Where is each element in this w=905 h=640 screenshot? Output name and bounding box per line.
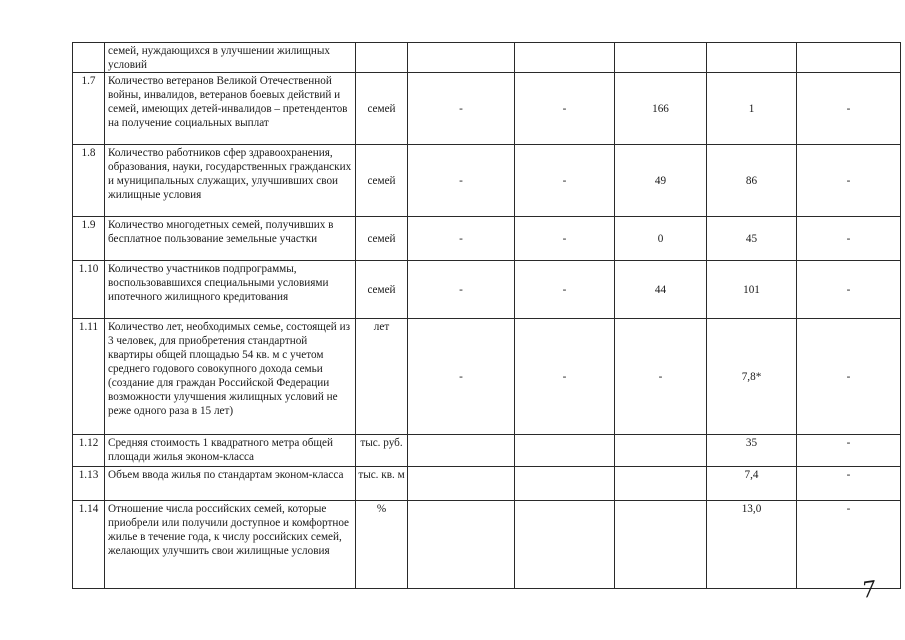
row-unit: тыс. кв. м [356, 467, 408, 501]
table-row [73, 435, 901, 467]
value-cell [515, 501, 615, 589]
value-cell [615, 435, 707, 467]
row-name: семей, нуждающихся в улучшении жилищных условий [105, 43, 356, 73]
indicators-table [72, 42, 901, 589]
value-cell: 0 [615, 217, 707, 261]
row-number: 1.10 [73, 261, 105, 319]
table-row [73, 261, 901, 319]
table-row [73, 73, 901, 145]
value-cell [408, 501, 515, 589]
row-name: Количество участников подпрограммы, воспользовавшихся специальными условиями ипотечного жилищного кредитования [105, 261, 356, 319]
value-cell: - [797, 501, 901, 589]
value-cell: 7,4 [707, 467, 797, 501]
value-cell: - [797, 319, 901, 435]
value-cell: - [515, 145, 615, 217]
value-cell: - [797, 73, 901, 145]
value-cell [797, 43, 901, 73]
table-row [73, 319, 901, 435]
value-cell: 45 [707, 217, 797, 261]
value-cell: - [408, 319, 515, 435]
row-name: Отношение числа российских семей, которые приобрели или получили доступное и комфортное жилье в течение года, к числу российских семей, желающих улучшить свои жилищные условия [105, 501, 356, 589]
value-cell [515, 435, 615, 467]
row-number: 1.13 [73, 467, 105, 501]
row-name: Средняя стоимость 1 квадратного метра общей площади жилья эконом-класса [105, 435, 356, 467]
value-cell [408, 435, 515, 467]
table-row [73, 145, 901, 217]
value-cell: - [797, 467, 901, 501]
value-cell: - [615, 319, 707, 435]
value-cell: - [797, 261, 901, 319]
value-cell: - [515, 261, 615, 319]
row-unit: лет [356, 319, 408, 435]
row-name: Количество ветеранов Великой Отечественной войны, инвалидов, ветеранов боевых действий и семей, имеющих детей-инвалидов – претендентов на получение социальных выплат [105, 73, 356, 145]
row-name: Количество многодетных семей, получивших в бесплатное пользование земельные участки [105, 217, 356, 261]
value-cell: - [408, 261, 515, 319]
value-cell: 166 [615, 73, 707, 145]
row-unit: тыс. руб. [356, 435, 408, 467]
row-number: 1.7 [73, 73, 105, 145]
row-number: 1.11 [73, 319, 105, 435]
row-number: 1.9 [73, 217, 105, 261]
value-cell: 49 [615, 145, 707, 217]
row-unit: семей [356, 261, 408, 319]
value-cell [515, 43, 615, 73]
table-row [73, 467, 901, 501]
row-number: 1.12 [73, 435, 105, 467]
value-cell: - [408, 73, 515, 145]
value-cell [515, 467, 615, 501]
value-cell: 101 [707, 261, 797, 319]
row-unit: семей [356, 73, 408, 145]
value-cell: - [797, 217, 901, 261]
value-cell: 7,8* [707, 319, 797, 435]
value-cell [707, 43, 797, 73]
row-name: Объем ввода жилья по стандартам эконом-класса [105, 467, 356, 501]
row-unit: семей [356, 217, 408, 261]
value-cell: - [515, 319, 615, 435]
table-row [73, 43, 901, 73]
table-row [73, 501, 901, 589]
row-number [73, 43, 105, 73]
row-name: Количество работников сфер здравоохранения, образования, науки, государственных гражданских и муниципальных служащих, улучшивших свои жилищные условия [105, 145, 356, 217]
value-cell [615, 43, 707, 73]
value-cell: - [515, 73, 615, 145]
value-cell: - [515, 217, 615, 261]
value-cell: - [408, 217, 515, 261]
value-cell [408, 467, 515, 501]
row-unit: % [356, 501, 408, 589]
page-number-mark: 7 [860, 577, 878, 604]
row-name: Количество лет, необходимых семье, состоящей из 3 человек, для приобретения стандартной квартиры общей площадью 54 кв. м с учетом среднего годового совокупного дохода семьи (создание для граждан Российской Федерации возможности улучшения жилищных условий не реже одного раза в 15 лет) [105, 319, 356, 435]
value-cell [615, 501, 707, 589]
value-cell: - [797, 435, 901, 467]
value-cell: 35 [707, 435, 797, 467]
table-row [73, 217, 901, 261]
value-cell: 13,0 [707, 501, 797, 589]
row-unit: семей [356, 145, 408, 217]
row-number: 1.8 [73, 145, 105, 217]
value-cell [615, 467, 707, 501]
value-cell: 86 [707, 145, 797, 217]
value-cell: 1 [707, 73, 797, 145]
value-cell: 44 [615, 261, 707, 319]
row-unit [356, 43, 408, 73]
row-number: 1.14 [73, 501, 105, 589]
value-cell: - [408, 145, 515, 217]
value-cell: - [797, 145, 901, 217]
value-cell [408, 43, 515, 73]
